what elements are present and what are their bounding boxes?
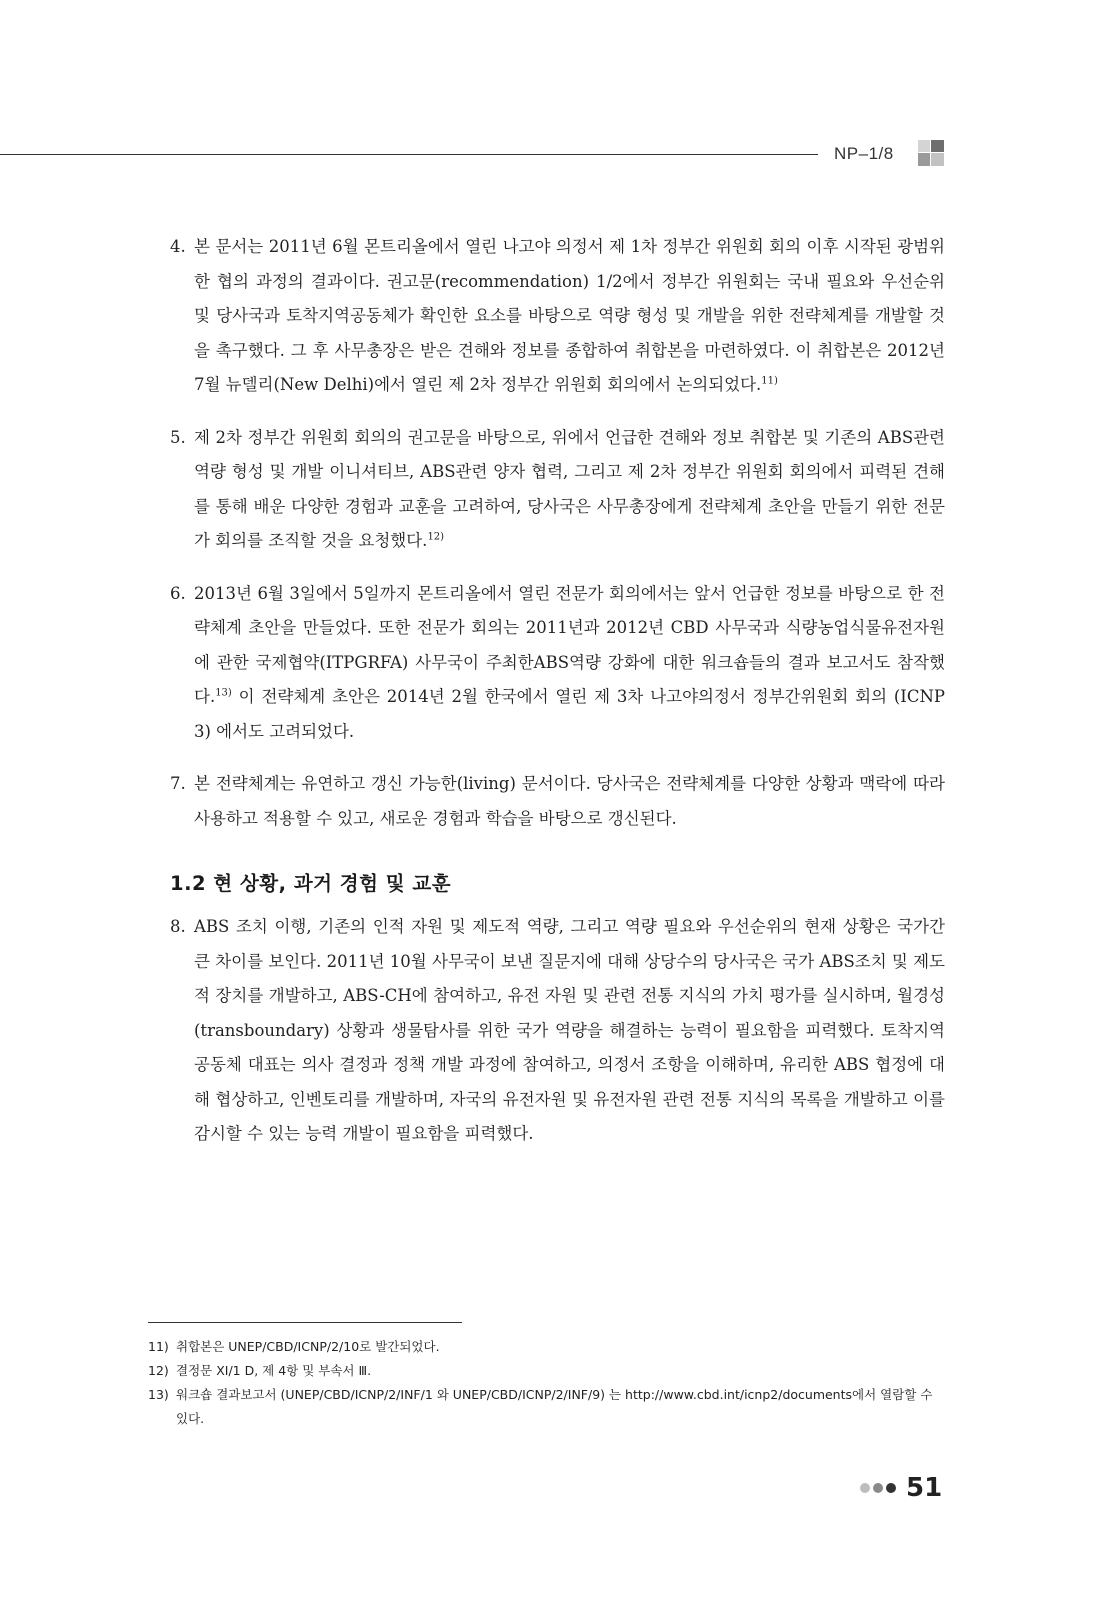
paragraph-number: 5. <box>170 427 186 447</box>
footnote-number: 11) <box>148 1339 169 1354</box>
dot-icon <box>873 1483 883 1493</box>
footnote-ref[interactable]: 13) <box>215 687 232 699</box>
page-footer <box>860 1470 942 1506</box>
paragraph-6 <box>170 577 945 750</box>
paragraph-number: 4. <box>170 237 186 256</box>
footnote-number: 13) <box>148 1387 169 1402</box>
footnote-12 <box>148 1359 948 1383</box>
paragraph-text: 본 문서는 2011년 6월 몬트리올에서 열린 나고야 의정서 제 1차 정부간 위원회 회의 이후 시작된 광범위한 협의 과정의 결과이다. 권고문(recommendation) 1/2에서 정부간 위원회는 국내 필요와 우선순위 및 당사국과 토착지역공동체가 확인한 요소를 바탕으로 역량 형성 및 개발을 위한 전략체계를 개발할 것을 촉구했다. 그 후 사무총장은 받은 견해와 정보를 종합하여 취합본을 마련하였다. 이 취합본은 2012년 7월 뉴델리(New Delhi)에서 열린 제 2차 정부간 위원회 회의에서 논의되었다. <box>194 237 945 394</box>
header-decoration-icon <box>918 140 944 166</box>
paragraph-4 <box>170 230 945 403</box>
footnote-13 <box>148 1383 948 1431</box>
paragraph-text: 본 전략체계는 유연하고 갱신 가능한(living) 문서이다. 당사국은 전략체계를 다양한 상황과 맥락에 따라 사용하고 적용할 수 있고, 새로운 경험과 학습을 바탕으로 갱신된다. <box>194 774 945 828</box>
footnote-ref[interactable]: 11) <box>761 375 778 387</box>
paragraph-5 <box>170 421 945 559</box>
footnote-text: 취합본은 UNEP/CBD/ICNP/2/10로 발간되었다. <box>176 1339 440 1354</box>
paragraph-text: ABS 조치 이행, 기존의 인적 자원 및 제도적 역량, 그리고 역량 필요와 우선순위의 현재 상황은 국가간 큰 차이를 보인다. 2011년 10월 사무국이 보낸 질문지에 대해 상당수의 당사국은 국가 ABS조치 및 제도적 장치를 개발하고, ABS-CH에 참여하고, 유전 자원 및 관련 전통 지식의 가치 평가를 실시하며, 월경성(transboundary) 상황과 생물탐사를 위한 국가 역량을 해결하는 능력이 필요함을 피력했다. 토착지역공동체 대표는 의사 결정과 정책 개발 과정에 참여하고, 의정서 조항을 이해하며, 유리한 ABS 협정에 대해 협상하고, 인벤토리를 개발하며, 자국의 유전자원 및 유전자원 관련 전통 지식의 목록을 개발하고 이를 감시할 수 있는 능력 개발이 필요함을 피력했다. <box>194 917 945 1143</box>
footnote-rule <box>148 1322 462 1323</box>
footnote-text: 워크숍 결과보고서 (UNEP/CBD/ICNP/2/INF/1 와 UNEP/CBD/ICNP/2/INF/9) 는 http://www.cbd.int/icnp2/documents에서 열람할 수 있다. <box>176 1387 933 1426</box>
paragraph-number: 7. <box>170 774 186 793</box>
section-heading: 1.2 현 상황, 과거 경험 및 교훈 <box>170 872 452 895</box>
paragraph-text-continued: 이 전략체계 초안은 2014년 2월 한국에서 열린 제 3차 나고야의정서 정부간위원회 회의 (ICNP 3) 에서도 고려되었다. <box>194 687 945 741</box>
footnote-number: 12) <box>148 1363 169 1378</box>
paragraph-8 <box>170 910 945 1152</box>
footnote-ref[interactable]: 12) <box>427 531 445 543</box>
dot-icon <box>886 1483 896 1493</box>
paragraph-text: 제 2차 정부간 위원회 회의의 권고문을 바탕으로, 위에서 언급한 견해와 정보 취합본 및 기존의 ABS관련 역량 형성 및 개발 이니셔티브, ABS관련 양자 협력, 그리고 제 2차 정부간 위원회 회의에서 피력된 견해를 통해 배운 다양한 경험과 교훈을 고려하여, 당사국은 사무총장에게 전략체계 초안을 만들기 위한 전문가 회의를 조직할 것을 요청했다. <box>194 427 945 550</box>
header-rule <box>0 154 818 155</box>
paragraph-7 <box>170 767 945 836</box>
document-code: NP–1/8 <box>834 144 894 163</box>
footnotes <box>148 1335 948 1431</box>
paragraph-text: 2013년 6월 3일에서 5일까지 몬트리올에서 열린 전문가 회의에서는 앞서 언급한 정보를 바탕으로 한 전략체계 초안을 만들었다. 또한 전문가 회의는 2011년과 2012년 CBD 사무국과 식량농업식물유전자원에 관한 국제협약(ITPGRFA) 사무국이 주최한ABS역량 강화에 대한 워크숍들의 결과 보고서도 참작했다. <box>194 583 945 706</box>
page-number: 51 <box>906 1473 943 1503</box>
footnote-text: 결정문 XI/1 D, 제 4항 및 부속서 Ⅲ. <box>176 1363 372 1378</box>
paragraph-number: 6. <box>170 583 186 603</box>
paragraph-number: 8. <box>170 917 186 936</box>
footnote-11 <box>148 1335 948 1359</box>
dot-icon <box>860 1483 870 1493</box>
main-content <box>170 230 945 1170</box>
